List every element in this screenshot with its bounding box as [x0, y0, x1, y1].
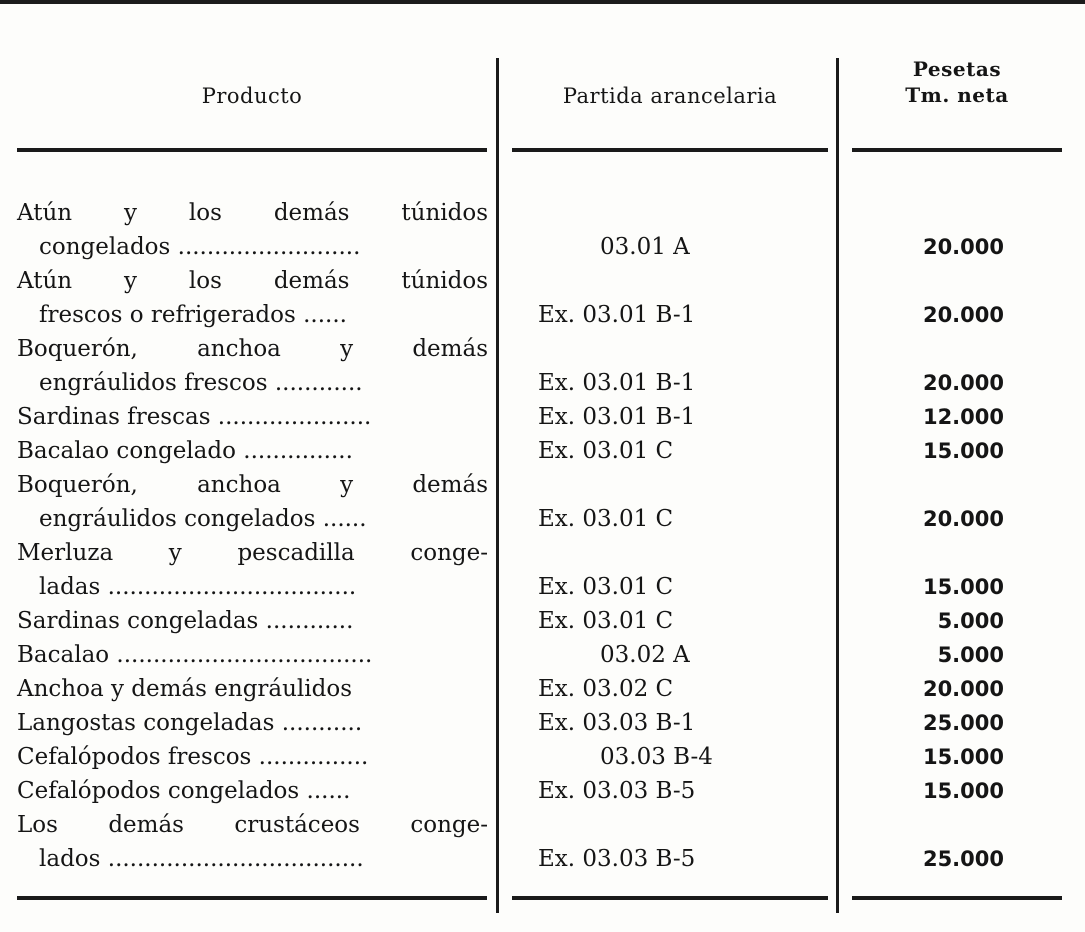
header-pesetas-line1: Pesetas [912, 57, 1002, 81]
pesetas-value: 20.000 [922, 677, 1004, 701]
product-name: Boquerón, anchoa y demás [17, 336, 488, 362]
header-pesetas [852, 56, 1062, 108]
product-name: Atún y los demás túnidos [17, 200, 488, 226]
product-name: Boquerón, anchoa y demás [17, 472, 488, 498]
column-divider-1 [496, 58, 499, 913]
tariff-code: Ex. 03.01 C [538, 574, 674, 600]
header-partida-arancelaria: Partida arancelaria [562, 84, 778, 108]
tariff-code: Ex. 03.03 B-5 [538, 846, 696, 872]
header-rule-producto [17, 148, 487, 152]
product-name-continued: engráulidos frescos ............ [39, 370, 363, 396]
product-name-continued: frescos o refrigerados ...... [39, 302, 347, 328]
tariff-code: Ex. 03.01 B-1 [538, 302, 696, 328]
product-name: Merluza y pescadilla conge- [17, 540, 488, 566]
tariff-code: 03.01 A [600, 234, 690, 260]
tariff-code: Ex. 03.03 B-5 [538, 778, 696, 804]
pesetas-value: 20.000 [922, 235, 1004, 259]
product-name: Bacalao congelado ............... [17, 438, 353, 464]
header-pesetas-line2: Tm. neta [905, 83, 1009, 107]
pesetas-value: 15.000 [922, 779, 1004, 803]
tariff-code: Ex. 03.02 C [538, 676, 674, 702]
product-name: Anchoa y demás engráulidos [17, 676, 353, 702]
pesetas-value: 20.000 [922, 303, 1004, 327]
bottom-rule-pesetas [852, 896, 1062, 900]
tariff-code: Ex. 03.01 C [538, 506, 674, 532]
column-divider-2 [836, 58, 839, 913]
tariff-code: Ex. 03.01 C [538, 608, 674, 634]
product-name: Sardinas congeladas ............ [17, 608, 354, 634]
bottom-rule-producto [17, 896, 487, 900]
pesetas-value: 5.000 [937, 609, 1004, 633]
pesetas-value: 25.000 [922, 711, 1004, 735]
product-name: Sardinas frescas ..................... [17, 404, 372, 430]
pesetas-value: 12.000 [922, 405, 1004, 429]
header-rule-partida [512, 148, 828, 152]
tariff-code: Ex. 03.01 C [538, 438, 674, 464]
pesetas-value: 15.000 [922, 745, 1004, 769]
product-name: Los demás crustáceos conge- [17, 812, 488, 838]
tariff-code: Ex. 03.01 B-1 [538, 370, 696, 396]
product-name: Cefalópodos frescos ............... [17, 744, 369, 770]
pesetas-value: 20.000 [922, 507, 1004, 531]
header-rule-pesetas [852, 148, 1062, 152]
bottom-rule-partida [512, 896, 828, 900]
pesetas-value: 25.000 [922, 847, 1004, 871]
tariff-code: Ex. 03.01 B-1 [538, 404, 696, 430]
tariff-code: Ex. 03.03 B-1 [538, 710, 696, 736]
header-producto: Producto [201, 84, 303, 108]
product-name-continued: lados ................................... [39, 846, 364, 872]
tariff-code: 03.03 B-4 [600, 744, 713, 770]
product-name: Langostas congeladas ........... [17, 710, 363, 736]
pesetas-value: 20.000 [922, 371, 1004, 395]
product-name-continued: congelados ......................... [39, 234, 361, 260]
product-name: Cefalópodos congelados ...... [17, 778, 351, 804]
product-name-continued: engráulidos congelados ...... [39, 506, 367, 532]
pesetas-value: 5.000 [937, 643, 1004, 667]
product-name-continued: ladas .................................. [39, 574, 357, 600]
pesetas-value: 15.000 [922, 439, 1004, 463]
top-rule [0, 0, 1085, 4]
product-name: Atún y los demás túnidos [17, 268, 488, 294]
tariff-code: 03.02 A [600, 642, 690, 668]
pesetas-value: 15.000 [922, 575, 1004, 599]
product-name: Bacalao ................................... [17, 642, 373, 668]
